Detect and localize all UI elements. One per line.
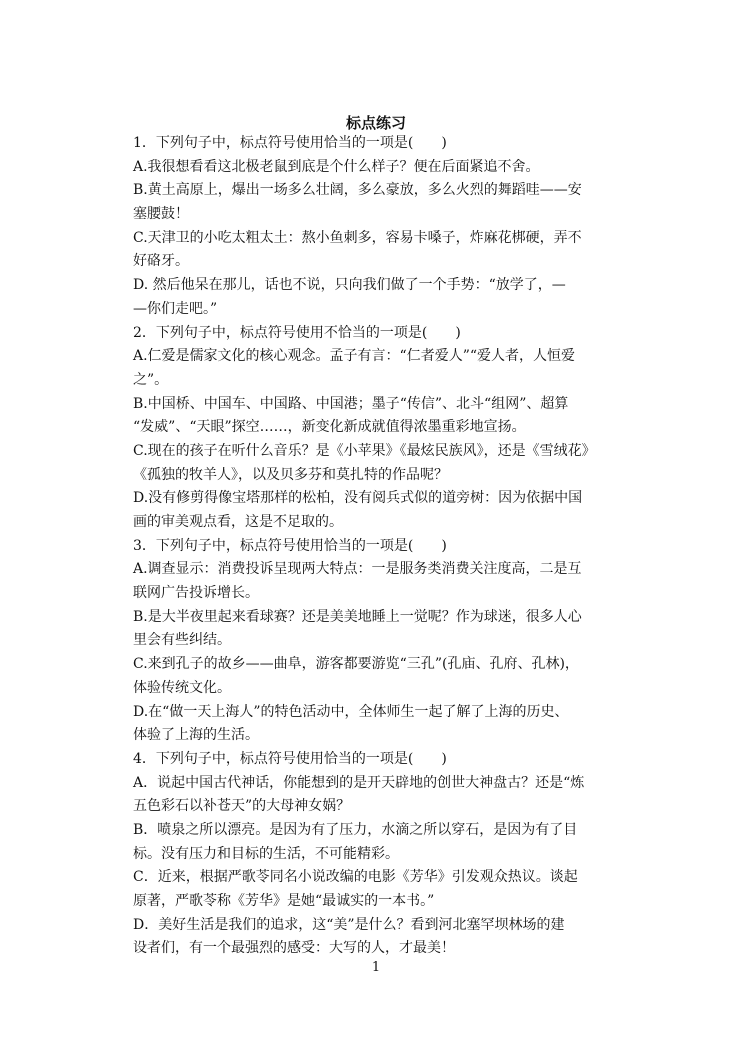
text-line: B.黄土高原上，爆出一场多么壮阔，多么豪放，多么火烈的舞蹈哇——安: [133, 182, 582, 199]
text-line: 设者们，有一个最强烈的感受：大写的人，才最美！: [133, 940, 455, 957]
text-line: A.仁爱是儒家文化的核心观念。孟子有言：“仁者爱人”“爱人者，人恒爱: [133, 348, 576, 365]
text-line: D.没有修剪得像宝塔那样的松柏，没有阅兵式似的道旁树：因为依据中国: [133, 490, 583, 507]
page-number: 1: [371, 960, 381, 975]
text-line: C.天津卫的小吃太粗太土：熬小鱼刺多，容易卡嗓子，炸麻花梆硬，弄不: [133, 229, 582, 246]
text-line: 《孤独的牧羊人》，以及贝多芬和莫扎特的作品呢？: [133, 466, 448, 483]
text-line: 塞腰鼓！: [133, 206, 189, 223]
text-line: D．美好生活是我们的追求，这“美”是什么？看到河北塞罕坝林场的建: [133, 916, 565, 933]
text-line: 里会有些纠结。: [133, 632, 231, 649]
text-line: C.现在的孩子在听什么音乐？是《小苹果》《最炫民族风》，还是《雪绒花》: [133, 442, 596, 459]
text-line: D.在“做一天上海人”的特色活动中，全体师生一起了解了上海的历史、: [133, 703, 569, 720]
text-line: 体验传统文化。: [133, 679, 231, 696]
exercise-body: [133, 132, 638, 961]
text-line: B.中国桥、中国车、中国路、中国港；墨子“传信”、北斗“组网”、超算: [133, 395, 569, 412]
text-line: A．说起中国古代神话，你能想到的是开天辟地的创世大神盘古？还是“炼: [133, 774, 585, 791]
text-line: “发威”、“天眼”探空……，新变化新成就值得浓墨重彩地宣扬。: [133, 419, 526, 436]
text-line: 标。没有压力和目标的生活，不可能精彩。: [133, 845, 399, 862]
text-line: D. 然后他呆在那儿，话也不说，只向我们做了一个手势：“放学了，—: [133, 277, 566, 294]
text-line: 原著，严歌苓称《芳华》是她“最诚实的一本书。”: [133, 893, 435, 909]
text-line: A.我很想看看这北极老鼠到底是个什么样子？便在后面紧追不舍。: [133, 158, 540, 175]
text-line: C.来到孔子的故乡——曲阜，游客都要游览“三孔”(孔庙、孔府、孔林)，: [133, 656, 579, 673]
text-line: 好硌牙。: [133, 253, 189, 270]
text-line: 之”。: [133, 371, 169, 388]
text-line: 联网广告投诉增长。: [133, 585, 259, 602]
text-line: B．喷泉之所以漂亮。是因为有了压力，水滴之所以穿石，是因为有了目: [133, 821, 578, 838]
page-title: 标点练习: [345, 114, 406, 132]
text-line: C．近来，根据严歌苓同名小说改编的电影《芳华》引发观众热议。谈起: [133, 869, 578, 886]
text-line: B.是大半夜里起来看球赛？还是美美地睡上一觉呢？作为球迷，很多人心: [133, 608, 582, 625]
text-line: 画的审美观点看，这是不足取的。: [133, 514, 343, 530]
text-line: —你们走吧。”: [133, 300, 218, 317]
text-line: 3．下列句子中，标点符号使用恰当的一项是( ): [133, 537, 447, 554]
text-line: 4．下列句子中，标点符号使用恰当的一项是( ): [133, 750, 447, 767]
text-line: 体验了上海的生活。: [133, 727, 259, 744]
text-line: 2．下列句子中，标点符号使用不恰当的一项是( ): [133, 324, 461, 341]
text-line: 1．下列句子中，标点符号使用恰当的一项是( ): [133, 135, 447, 151]
text-line: A.调查显示：消费投诉呈现两大特点：一是服务类消费关注度高，二是互: [133, 561, 582, 578]
text-line: 五色彩石以补苍天”的大母神女娲？: [133, 798, 351, 815]
